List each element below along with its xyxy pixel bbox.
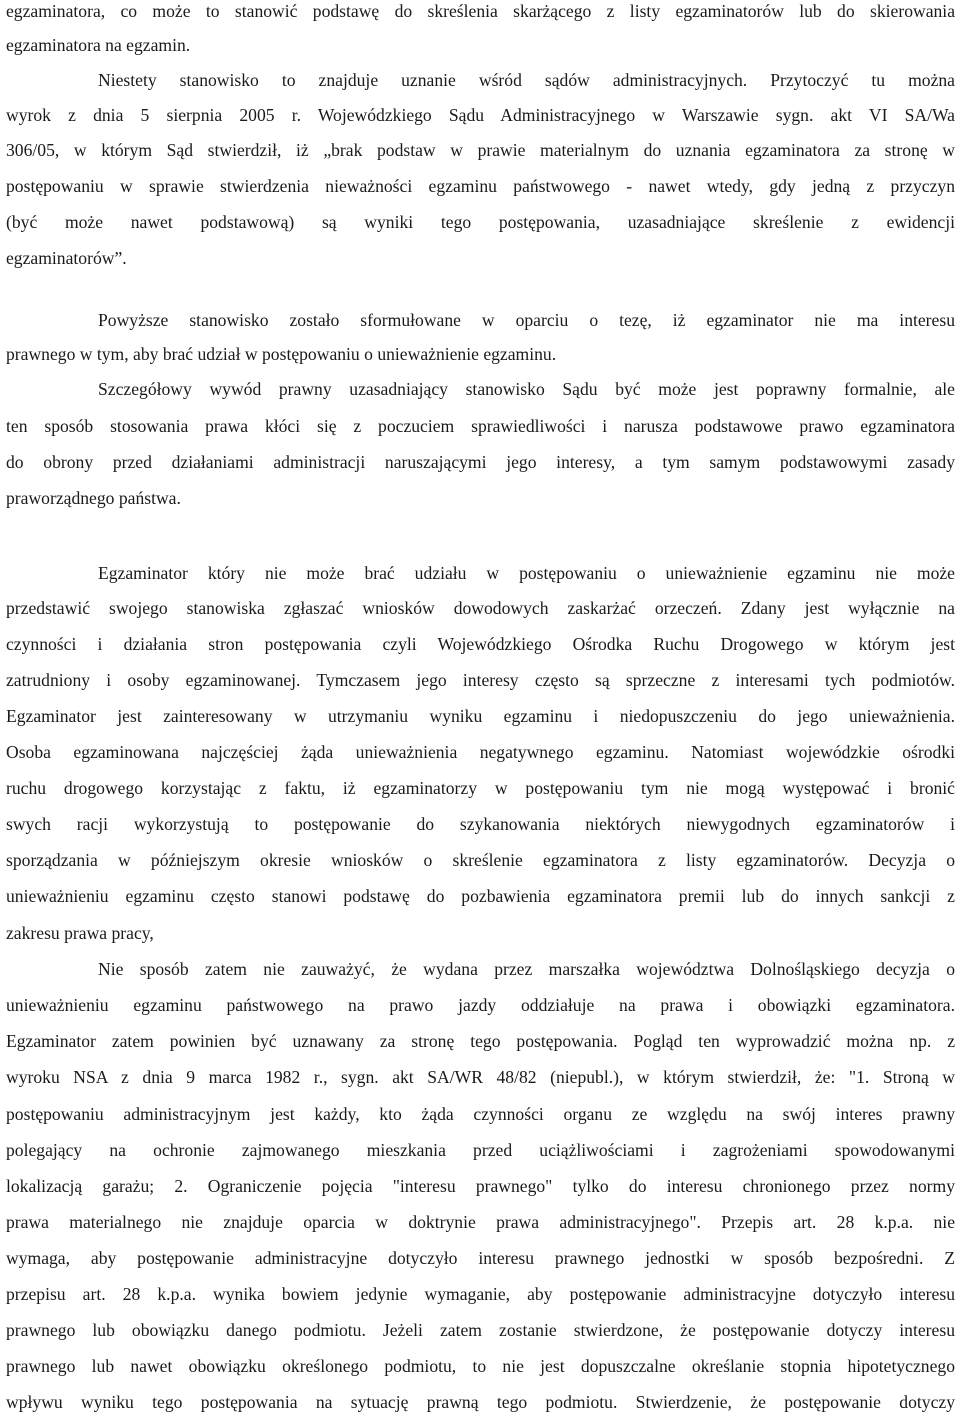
text-line: wyroku NSA z dnia 9 marca 1982 r., sygn. akt SA/WR 48/82 (niepubl.), w którym stwierdził, że: "1. Stroną w (6, 1067, 955, 1087)
text-line: do obrony przed działaniami administracji naruszającymi jego interesy, a tym samym podstawowymi zasady (6, 452, 955, 472)
text-line: zatrudniony i osoby egzaminowanej. Tymczasem jego interesy często są sprzeczne z interesami tych podmiotów. (6, 670, 955, 690)
text-line: sporządzania w późniejszym okresie wniosków o skreślenie egzaminatora z listy egzaminatorów. Decyzja o (6, 850, 955, 870)
text-line: wyrok z dnia 5 sierpnia 2005 r. Wojewódzkiego Sądu Administracyjnego w Warszawie sygn. akt VI SA/Wa (6, 105, 955, 125)
text-line: praworządnego państwa. (6, 488, 181, 508)
text-line: polegający na ochronie zajmowanego mieszkania przed uciążliwościami i zagrożeniami spowodowanymi (6, 1140, 955, 1160)
text-line: przepisu art. 28 k.p.a. wynika bowiem jedynie wymaganie, aby postępowanie administracyjne dotyczyło interesu (6, 1284, 955, 1304)
text-line: wymaga, aby postępowanie administracyjne dotyczyło interesu prawnego jednostki w sposób bezpośredni. Z (6, 1248, 955, 1268)
text-line: Niestety stanowisko to znajduje uznanie wśród sądów administracyjnych. Przytoczyć tu można (98, 70, 955, 90)
text-line: Szczegółowy wywód prawny uzasadniający stanowisko Sądu być może jest poprawny formalnie, ale (98, 379, 955, 399)
text-line: ruchu drogowego korzystając z faktu, iż egzaminatorzy w postępowaniu tym nie mogą występować i bronić (6, 778, 955, 798)
text-line: prawa materialnego nie znajduje oparcia w doktrynie prawa administracyjnego". Przepis art. 28 k.p.a. nie (6, 1212, 955, 1232)
text-line: prawnego lub obowiązku danego podmiotu. Jeżeli zatem zostanie stwierdzone, że postępowanie dotyczy interesu (6, 1320, 955, 1340)
text-line: unieważnieniu egzaminu często stanowi podstawę do pozbawienia egzaminatora premii lub do innych sankcji z (6, 886, 955, 906)
text-line: czynności i działania stron postępowania czyli Wojewódzkiego Ośrodka Ruchu Drogowego w którym jest (6, 634, 955, 654)
text-line: swych racji wykorzystują to postępowanie do szykanowania niektórych niewygodnych egzaminatorów i (6, 814, 955, 834)
text-line: lokalizacją garażu; 2. Ograniczenie pojęcia "interesu prawnego" tylko do interesu chronionego przez normy (6, 1176, 955, 1196)
text-line: unieważnieniu egzaminu państwowego na prawo jazdy oddziałuje na prawa i obowiązki egzaminatora. (6, 995, 955, 1015)
text-line: 306/05, w którym Sąd stwierdził, iż „brak podstaw w prawie materialnym do uznania egzaminatora za stronę w (6, 140, 955, 160)
text-line: Egzaminator jest zainteresowany w utrzymaniu wyniku egzaminu i niedopuszczeniu do jego unieważnienia. (6, 706, 955, 726)
text-line: zakresu prawa pracy, (6, 923, 154, 943)
text-line: przedstawić swojego stanowiska zgłaszać wniosków dowodowych zaskarżać orzeczeń. Zdany jest wyłącznie na (6, 598, 955, 618)
text-line: egzaminatora, co może to stanowić podstawę do skreślenia skarżącego z listy egzaminatorów lub do skierowania (6, 1, 955, 21)
text-line: prawnego w tym, aby brać udział w postępowaniu o unieważnienie egzaminu. (6, 344, 557, 364)
text-line: Osoba egzaminowana najczęściej żąda unieważnienia negatywnego egzaminu. Natomiast wojewódzkie ośrodki (6, 742, 955, 762)
text-line: (być może nawet podstawową) są wyniki tego postępowania, uzasadniające skreślenie z ewidencji (6, 212, 955, 232)
text-line: ten sposób stosowania prawa kłóci się z poczuciem sprawiedliwości i narusza podstawowe prawo egzaminatora (6, 416, 955, 436)
text-line: egzaminatora na egzamin. (6, 35, 191, 55)
text-line: postępowaniu administracyjnym jest każdy, kto żąda czynności organu ze względu na swój interes prawny (6, 1104, 955, 1124)
text-line: Powyższe stanowisko zostało sformułowane w oparciu o tezę, iż egzaminator nie ma interesu (98, 310, 955, 330)
text-line: postępowaniu w sprawie stwierdzenia nieważności egzaminu państwowego - nawet wtedy, gdy jedną z przyczyn (6, 176, 955, 196)
text-line: Egzaminator który nie może brać udziału w postępowaniu o unieważnienie egzaminu nie może (98, 563, 955, 583)
text-line: Nie sposób zatem nie zauważyć, że wydana przez marszałka województwa Dolnośląskiego decyzja o (98, 959, 955, 979)
text-line: Egzaminator zatem powinien być uznawany za stronę tego postępowania. Pogląd ten wyprowadzić można np. z (6, 1031, 955, 1051)
text-line: egzaminatorów”. (6, 248, 127, 268)
text-line: prawnego lub nawet obowiązku określonego podmiotu, to nie jest dopuszczalne określanie stopnia hipotetycznego (6, 1356, 955, 1376)
text-line: wpływu wyniku tego postępowania na sytuację prawną tego podmiotu. Stwierdzenie, że postępowanie dotyczy (6, 1392, 955, 1412)
